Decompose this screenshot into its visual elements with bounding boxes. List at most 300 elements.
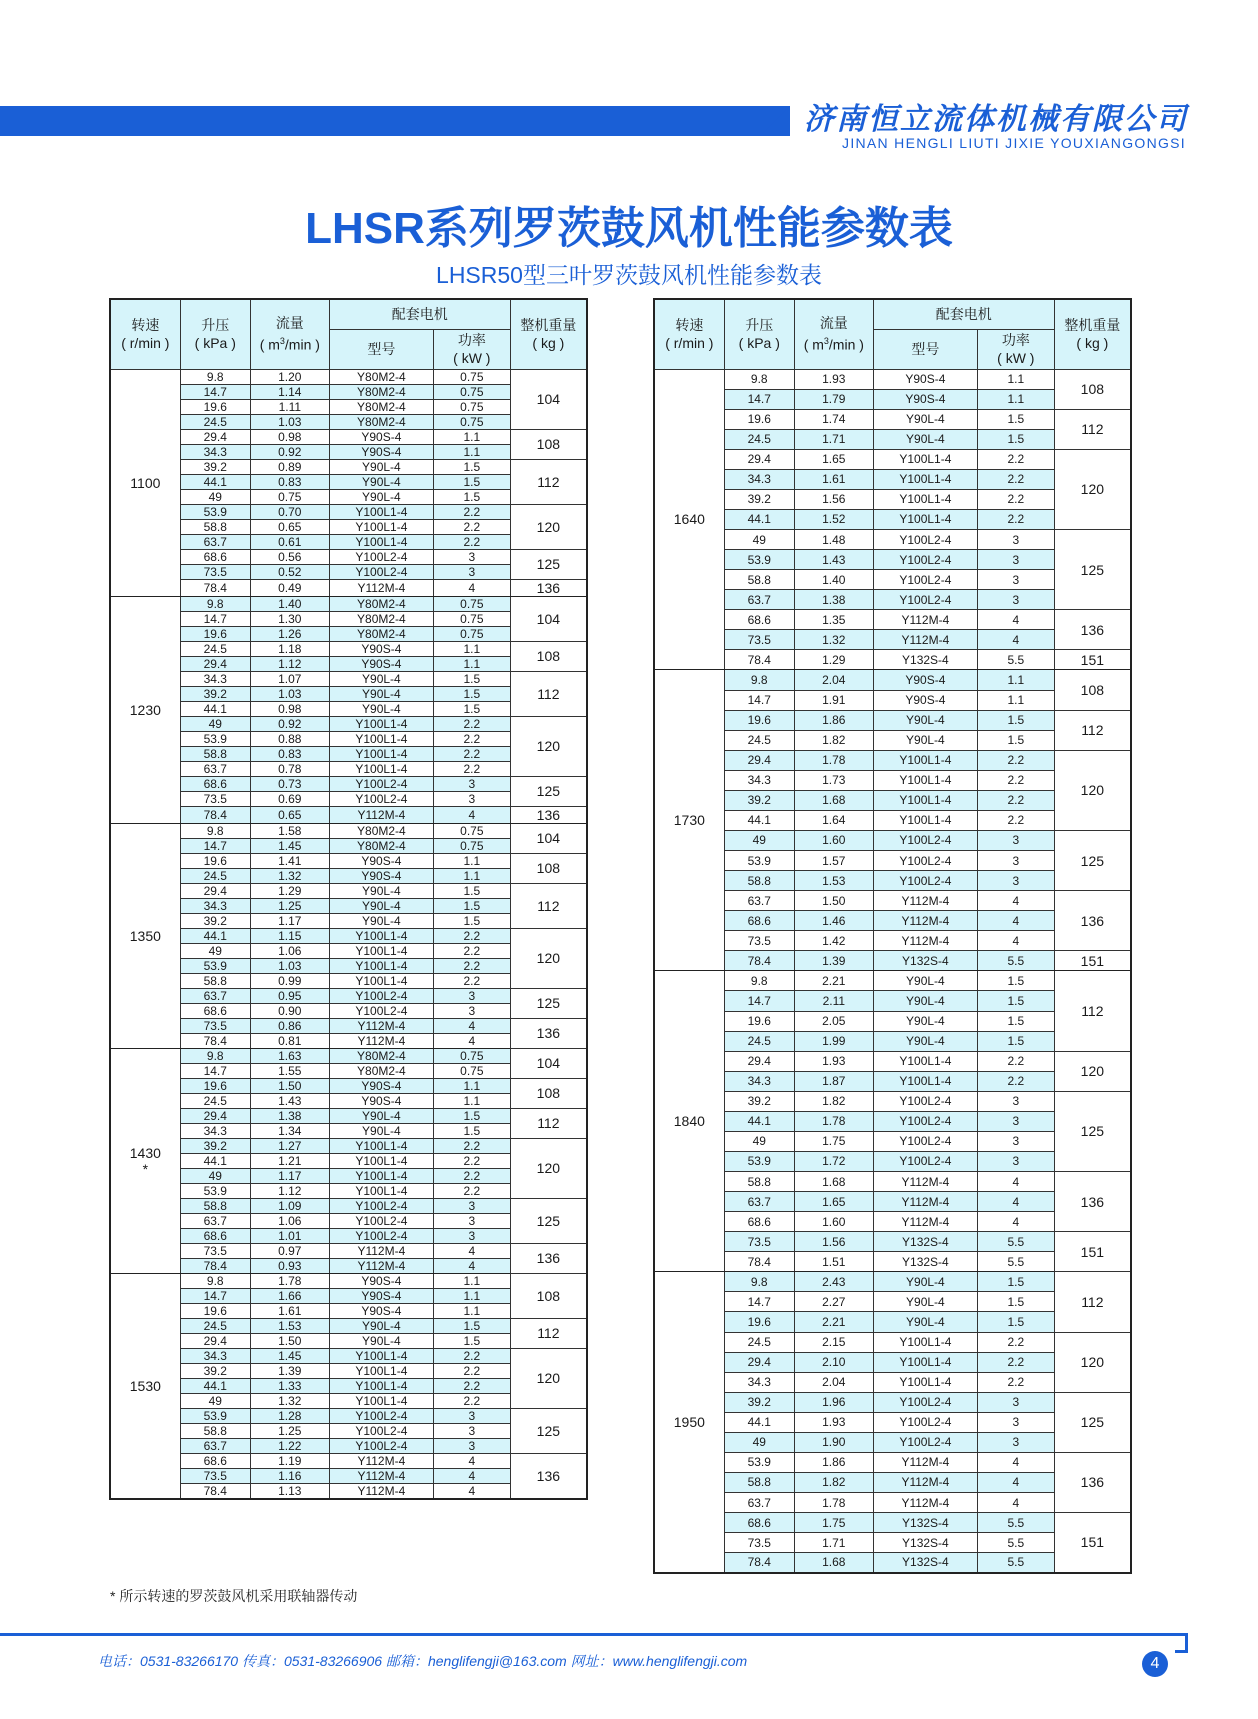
weight-cell: 108 [510,1078,587,1108]
power-cell: 3 [433,1408,510,1423]
model-cell: Y80M2-4 [329,399,433,414]
pressure-cell: 49 [180,1393,250,1408]
flow-cell: 0.49 [250,579,329,596]
table-row [110,1078,587,1093]
power-cell: 3 [977,851,1054,871]
power-cell: 2.2 [433,943,510,958]
col-weight-unit: ( kg ) [1076,335,1109,352]
power-cell: 3 [977,1091,1054,1111]
company-name-cn: 济南恒立流体机械有限公司 [804,103,1188,136]
col-power-unit: ( kW ) [453,350,491,366]
pressure-cell: 78.4 [180,579,250,596]
table-row [110,504,587,519]
flow-cell: 1.09 [250,1198,329,1213]
flow-cell: 1.91 [794,690,873,710]
pressure-cell: 34.3 [180,671,250,686]
table-row [110,883,587,898]
power-cell: 4 [433,806,510,823]
flow-cell: 1.96 [794,1392,873,1412]
weight-cell: 112 [510,671,587,716]
flow-cell: 1.65 [794,1192,873,1212]
pressure-cell: 68.6 [180,1003,250,1018]
model-cell: Y100L1-4 [873,509,977,529]
footer-line-corner-tail [1175,1650,1188,1653]
pressure-cell: 29.4 [180,656,250,671]
model-cell: Y90L-4 [329,1318,433,1333]
table-row [654,710,1131,730]
model-cell: Y112M-4 [873,1172,977,1192]
power-cell: 5.5 [977,951,1054,971]
table-row [654,750,1131,770]
flow-cell: 1.12 [250,656,329,671]
pressure-cell: 29.4 [724,449,794,469]
flow-cell: 0.95 [250,988,329,1003]
pressure-cell: 44.1 [724,1111,794,1131]
pressure-cell: 53.9 [724,1452,794,1472]
pressure-cell: 24.5 [724,730,794,750]
power-cell: 2.2 [433,716,510,731]
pressure-cell: 58.8 [180,973,250,988]
col-speed-unit: ( r/min ) [121,335,170,352]
flow-cell: 1.40 [250,596,329,611]
pressure-cell: 44.1 [180,701,250,716]
power-cell: 1.5 [433,1123,510,1138]
flow-cell: 1.61 [794,469,873,489]
flow-cell: 1.64 [794,810,873,830]
flow-cell: 1.52 [794,509,873,529]
power-cell: 3 [433,1213,510,1228]
flow-cell: 1.18 [250,641,329,656]
pressure-cell: 53.9 [180,504,250,519]
power-cell: 2.2 [433,1393,510,1408]
model-cell: Y90L-4 [329,489,433,504]
pressure-cell: 53.9 [724,851,794,871]
model-cell: Y100L1-4 [329,1393,433,1408]
weight-cell: 120 [1054,1332,1131,1392]
pressure-cell: 19.6 [724,1312,794,1332]
page-number: 4 [1142,1651,1168,1677]
col-flow-unit: ( m [259,337,280,354]
pressure-cell: 58.8 [180,746,250,761]
pressure-cell: 73.5 [724,1533,794,1553]
power-cell: 3 [977,1392,1054,1412]
table-row [654,670,1131,690]
model-cell: Y90S-4 [329,868,433,883]
model-cell: Y100L1-4 [873,1352,977,1372]
model-cell: Y132S-4 [873,650,977,670]
flow-cell: 1.43 [794,550,873,570]
pressure-cell: 68.6 [180,1228,250,1243]
col-pressure-header [724,299,794,369]
model-cell: Y100L1-4 [329,1348,433,1363]
model-cell: Y100L1-4 [873,1051,977,1071]
pressure-cell: 78.4 [724,1553,794,1573]
table-row [654,891,1131,911]
model-cell: Y100L2-4 [329,776,433,791]
model-cell: Y112M-4 [329,1243,433,1258]
pressure-cell: 39.2 [724,1091,794,1111]
power-cell: 2.2 [433,1153,510,1168]
flow-cell: 2.05 [794,1011,873,1031]
pressure-cell: 68.6 [180,549,250,564]
power-cell: 1.5 [433,898,510,913]
flow-cell: 0.73 [250,776,329,791]
model-cell: Y100L2-4 [873,1392,977,1412]
table-row [654,650,1131,670]
pressure-cell: 39.2 [180,1138,250,1153]
power-cell: 1.1 [977,670,1054,690]
speed-value: 1950 [673,1414,705,1431]
weight-cell: 112 [510,1108,587,1138]
flow-cell: 1.78 [794,1493,873,1513]
model-cell: Y100L2-4 [329,791,433,806]
pressure-cell: 78.4 [724,951,794,971]
col-motor-header: 配套电机 [329,299,510,329]
speed-cell [654,971,724,1272]
flow-cell: 2.04 [794,1372,873,1392]
power-cell: 1.5 [433,1333,510,1348]
power-cell: 1.1 [433,1273,510,1288]
power-cell: 1.5 [433,883,510,898]
col-flow-unit-sup: 3 [823,336,829,347]
power-cell: 1.1 [433,1288,510,1303]
weight-cell: 108 [510,641,587,671]
weight-cell: 125 [1054,1392,1131,1452]
pressure-cell: 44.1 [180,928,250,943]
speed-value: 1430 [129,1144,161,1161]
flow-cell: 2.04 [794,670,873,690]
power-cell: 1.5 [433,671,510,686]
flow-cell: 1.40 [794,570,873,590]
flow-cell: 1.03 [250,414,329,429]
pressure-cell: 49 [724,1131,794,1151]
pressure-cell: 53.9 [180,1408,250,1423]
weight-cell: 108 [510,429,587,459]
model-cell: Y100L1-4 [329,716,433,731]
weight-cell: 125 [1054,530,1131,610]
flow-cell: 1.79 [794,389,873,409]
col-weight-label: 整机重量 [520,317,577,334]
power-cell: 2.2 [977,1071,1054,1091]
model-cell: Y100L2-4 [329,1408,433,1423]
model-cell: Y90L-4 [873,429,977,449]
model-cell: Y90L-4 [329,474,433,489]
pressure-cell: 78.4 [724,650,794,670]
flow-cell: 1.19 [250,1453,329,1468]
col-speed-label: 转速 [131,317,160,334]
pressure-cell: 19.6 [180,1303,250,1318]
power-cell: 1.1 [433,641,510,656]
flow-cell: 0.52 [250,564,329,579]
pressure-cell: 58.8 [180,1198,250,1213]
model-cell: Y80M2-4 [329,369,433,384]
pressure-cell: 53.9 [724,1151,794,1171]
power-cell: 3 [977,1432,1054,1452]
power-cell: 4 [433,1468,510,1483]
power-cell: 1.5 [977,730,1054,750]
pressure-cell: 9.8 [724,971,794,991]
pressure-cell: 14.7 [180,611,250,626]
weight-cell: 112 [1054,710,1131,750]
pressure-cell: 44.1 [724,810,794,830]
pressure-cell: 19.6 [180,1078,250,1093]
model-cell: Y112M-4 [873,1493,977,1513]
table-row [110,823,587,838]
col-model-header: 型号 [329,329,433,369]
pressure-cell: 78.4 [180,806,250,823]
model-cell: Y100L1-4 [873,1071,977,1091]
col-weight-label: 整机重量 [1064,317,1121,334]
power-cell: 0.75 [433,1063,510,1078]
weight-cell: 120 [1054,1051,1131,1091]
table-row [110,549,587,564]
power-cell: 2.2 [433,973,510,988]
pressure-cell: 63.7 [180,534,250,549]
flow-cell: 0.56 [250,549,329,564]
flow-cell: 1.32 [794,630,873,650]
flow-cell: 1.50 [250,1333,329,1348]
pressure-cell: 63.7 [180,1213,250,1228]
weight-cell: 125 [510,549,587,579]
table-row [110,1273,587,1288]
model-cell: Y90S-4 [329,1303,433,1318]
weight-cell: 108 [510,853,587,883]
power-cell: 0.75 [433,838,510,853]
flow-cell: 1.03 [250,686,329,701]
model-cell: Y100L1-4 [873,469,977,489]
flow-cell: 1.27 [250,1138,329,1153]
flow-cell: 1.01 [250,1228,329,1243]
table-row [110,459,587,474]
flow-cell: 1.45 [250,838,329,853]
performance-table-left [109,298,588,1500]
table-row [654,1172,1131,1192]
flow-cell: 1.38 [250,1108,329,1123]
pressure-cell: 78.4 [180,1258,250,1273]
power-cell: 3 [977,1151,1054,1171]
model-cell: Y112M-4 [329,1018,433,1033]
power-cell: 1.5 [433,1318,510,1333]
model-cell: Y100L1-4 [873,489,977,509]
pressure-cell: 34.3 [180,1348,250,1363]
flow-cell: 1.63 [250,1048,329,1063]
flow-cell: 1.17 [250,1168,329,1183]
speed-value: 1840 [673,1113,705,1130]
weight-cell: 125 [510,1198,587,1243]
flow-cell: 1.58 [250,823,329,838]
flow-cell: 1.32 [250,868,329,883]
model-cell: Y100L2-4 [329,1003,433,1018]
col-power-unit: ( kW ) [997,350,1035,366]
power-cell: 1.1 [433,656,510,671]
flow-cell: 1.39 [250,1363,329,1378]
flow-cell: 0.81 [250,1033,329,1048]
col-flow-header [794,299,873,369]
model-cell: Y100L1-4 [329,1153,433,1168]
footer-line [0,1633,1185,1636]
col-flow-unit-post: /min ) [828,337,864,354]
power-cell: 5.5 [977,1533,1054,1553]
flow-cell: 1.68 [794,1172,873,1192]
power-cell: 2.2 [433,534,510,549]
pressure-cell: 24.5 [180,414,250,429]
model-cell: Y90S-4 [329,656,433,671]
power-cell: 3 [977,570,1054,590]
speed-value: 1230 [129,701,161,718]
power-cell: 1.1 [433,429,510,444]
power-cell: 3 [433,1423,510,1438]
power-cell: 4 [433,1453,510,1468]
pressure-cell: 14.7 [724,389,794,409]
weight-cell: 104 [510,823,587,853]
pressure-cell: 63.7 [180,761,250,776]
power-cell: 1.5 [977,1272,1054,1292]
weight-cell: 112 [1054,409,1131,449]
weight-cell: 136 [510,1018,587,1048]
weight-cell: 108 [1054,369,1131,409]
flow-cell: 1.15 [250,928,329,943]
table-row [654,1392,1131,1412]
flow-cell: 1.71 [794,1533,873,1553]
model-cell: Y100L2-4 [873,851,977,871]
power-cell: 2.2 [977,1372,1054,1392]
flow-cell: 1.22 [250,1438,329,1453]
flow-cell: 1.60 [794,1212,873,1232]
col-pressure-unit: ( kPa ) [738,335,780,352]
pressure-cell: 49 [724,1432,794,1452]
table-row [654,530,1131,550]
weight-cell: 136 [1054,1452,1131,1512]
power-cell: 2.2 [433,928,510,943]
table-row [110,806,587,823]
pressure-cell: 58.8 [724,1172,794,1192]
model-cell: Y112M-4 [329,1033,433,1048]
speed-cell [110,596,180,823]
weight-cell: 112 [1054,1272,1131,1332]
model-cell: Y90S-4 [873,389,977,409]
flow-cell: 1.53 [250,1318,329,1333]
model-cell: Y80M2-4 [329,596,433,611]
pressure-cell: 24.5 [724,429,794,449]
power-cell: 2.2 [433,1378,510,1393]
pressure-cell: 39.2 [724,489,794,509]
model-cell: Y100L1-4 [329,1378,433,1393]
flow-cell: 2.27 [794,1292,873,1312]
flow-cell: 1.50 [250,1078,329,1093]
power-cell: 3 [433,549,510,564]
col-speed-header [654,299,724,369]
flow-cell: 1.68 [794,790,873,810]
model-cell: Y100L1-4 [329,973,433,988]
flow-cell: 1.21 [250,1153,329,1168]
table-row [110,928,587,943]
power-cell: 3 [977,1412,1054,1432]
pressure-cell: 49 [180,943,250,958]
pressure-cell: 73.5 [724,931,794,951]
model-cell: Y100L1-4 [873,1332,977,1352]
model-cell: Y100L2-4 [873,530,977,550]
speed-cell [654,369,724,670]
flow-cell: 1.35 [794,610,873,630]
col-flow-label: 流量 [819,315,848,332]
model-cell: Y100L1-4 [329,928,433,943]
weight-cell: 108 [510,1273,587,1318]
model-cell: Y90L-4 [329,459,433,474]
flow-cell: 1.93 [794,1412,873,1432]
flow-cell: 1.29 [250,883,329,898]
pressure-cell: 58.8 [180,1423,250,1438]
flow-cell: 2.21 [794,1312,873,1332]
pressure-cell: 9.8 [180,823,250,838]
power-cell: 5.5 [977,1232,1054,1252]
pressure-cell: 39.2 [180,459,250,474]
model-cell: Y90S-4 [329,1093,433,1108]
pressure-cell: 58.8 [724,1472,794,1492]
power-cell: 2.2 [433,1363,510,1378]
speed-value: 1640 [673,511,705,528]
model-cell: Y100L1-4 [873,449,977,469]
speed-cell [654,670,724,971]
model-cell: Y90S-4 [873,670,977,690]
model-cell: Y100L1-4 [873,1372,977,1392]
power-cell: 3 [433,1438,510,1453]
weight-cell: 112 [510,883,587,928]
model-cell: Y100L1-4 [329,1183,433,1198]
model-cell: Y100L1-4 [329,519,433,534]
flow-cell: 1.45 [250,1348,329,1363]
model-cell: Y100L2-4 [873,550,977,570]
flow-cell: 0.65 [250,806,329,823]
pressure-cell: 39.2 [180,686,250,701]
flow-cell: 1.78 [794,750,873,770]
model-cell: Y112M-4 [873,630,977,650]
speed-value: 1100 [130,474,161,491]
pressure-cell: 24.5 [180,1093,250,1108]
model-cell: Y80M2-4 [329,414,433,429]
power-cell: 3 [433,1228,510,1243]
power-cell: 1.5 [433,474,510,489]
flow-cell: 0.92 [250,444,329,459]
flow-cell: 1.51 [794,1252,873,1272]
model-cell: Y90L-4 [873,1011,977,1031]
weight-cell: 108 [1054,670,1131,710]
flow-cell: 1.16 [250,1468,329,1483]
model-cell: Y112M-4 [873,1452,977,1472]
pressure-cell: 14.7 [724,690,794,710]
flow-cell: 0.78 [250,761,329,776]
model-cell: Y80M2-4 [329,1048,433,1063]
flow-cell: 0.69 [250,791,329,806]
speed-cell [110,369,180,596]
power-cell: 2.2 [433,761,510,776]
table-row [110,1138,587,1153]
weight-cell: 136 [510,579,587,596]
flow-cell: 2.21 [794,971,873,991]
col-weight-unit: ( kg ) [532,335,565,352]
flow-cell: 2.10 [794,1352,873,1372]
flow-cell: 1.82 [794,730,873,750]
flow-cell: 1.25 [250,898,329,913]
table-row [110,1198,587,1213]
model-cell: Y100L2-4 [873,1432,977,1452]
model-cell: Y90S-4 [329,1288,433,1303]
pressure-cell: 9.8 [180,1273,250,1288]
pressure-cell: 34.3 [724,1071,794,1091]
model-cell: Y90L-4 [873,971,977,991]
table-row [110,579,587,596]
power-cell: 3 [977,530,1054,550]
weight-cell: 112 [1054,971,1131,1051]
